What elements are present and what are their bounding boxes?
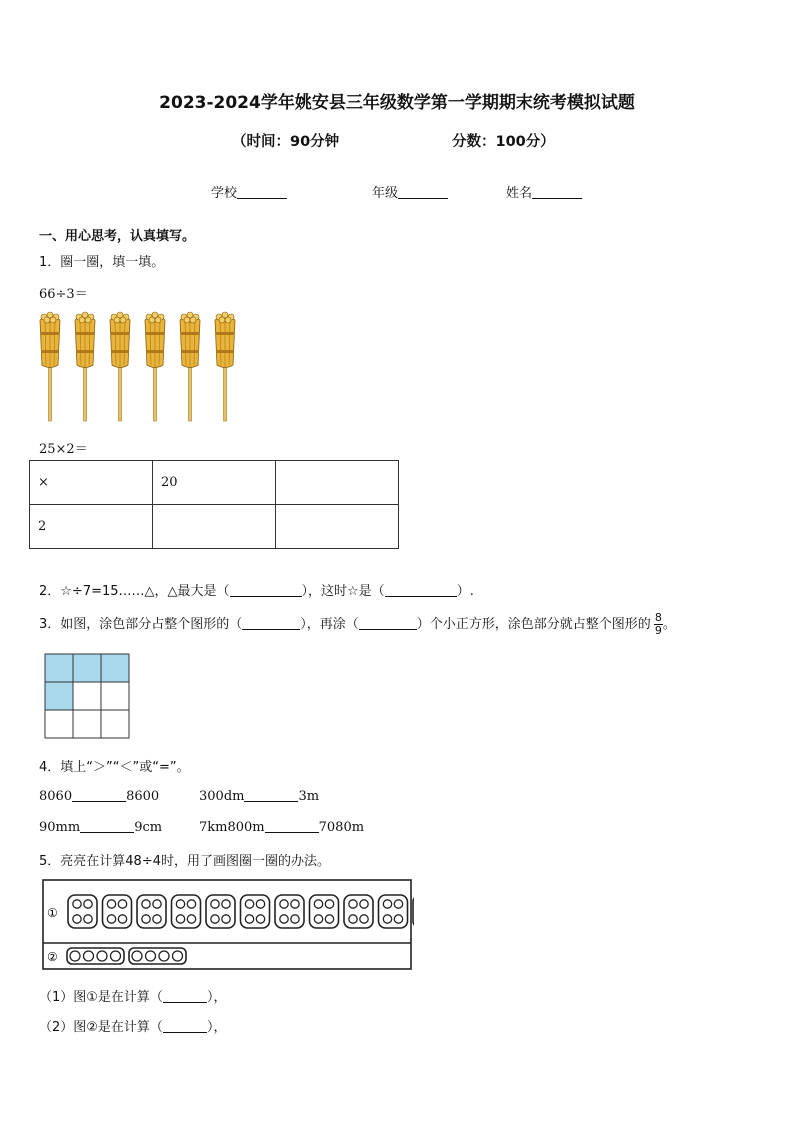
q2-blank-1[interactable] [230, 583, 302, 597]
stick-bundles-image [36, 308, 256, 426]
q3-text [39, 612, 676, 637]
q4-text: 4．填上“＞”“＜”或“=”。 [39, 760, 190, 775]
school-blank[interactable] [237, 185, 287, 199]
bundle-3 [110, 312, 130, 421]
q4-item-2: 300dm 3m [199, 789, 320, 804]
q5-sub-2: （2）图②是在计算（ ）， [39, 1020, 227, 1035]
grid-cell [73, 682, 101, 710]
q1-expression-2: 25×2＝ [39, 442, 88, 457]
q3-part-1: 3．如图，涂色部分占整个图形的（ [39, 617, 243, 632]
q3-part-3: ）个小正方形，涂色部分就占整个图形的 [416, 617, 651, 632]
score-info: 分数：100分） [452, 134, 555, 150]
grid-cell [73, 710, 101, 738]
q1-text: 1．圈一圈，填一填。 [39, 255, 165, 270]
shaded-square-grid [44, 653, 132, 741]
q5-text: 5．亮亮在计算48÷4时，用了画图圈一圈的办法。 [39, 854, 330, 869]
grid-cell [101, 682, 129, 710]
grid-cell [45, 710, 73, 738]
name-blank[interactable] [532, 185, 582, 199]
grid-cell [101, 710, 129, 738]
page-title: 2023-2024学年姚安县三年级数学第一学期期末统考模拟试题 [159, 93, 635, 113]
q4-item-1: 8060 8600 [39, 789, 160, 804]
bundle-4 [145, 312, 165, 421]
group-loop [413, 895, 414, 928]
bundle-1 [40, 312, 60, 421]
name-field [506, 182, 582, 201]
q3-part-4: 。 [662, 617, 676, 632]
grid-cell-shaded [101, 654, 129, 682]
q3-part-2: ），再涂（ [300, 617, 359, 632]
q4-item-4: 7km800m 7080m [199, 820, 365, 835]
section-heading: 一、用心思考，认真填写。 [39, 229, 196, 244]
table-cell: 20 [153, 461, 276, 505]
q5-blank-1[interactable] [163, 989, 207, 1003]
q2-part-1: 2．☆÷7=15……△，△最大是（ [39, 584, 230, 599]
grade-blank[interactable] [398, 185, 448, 199]
q5-sub-1: （1）图①是在计算（ ）， [39, 990, 227, 1005]
q5-blank-2[interactable] [163, 1019, 207, 1033]
table-cell[interactable] [153, 505, 276, 549]
name-label: 姓名 [506, 186, 533, 201]
bundle-2 [75, 312, 95, 421]
school-field [211, 182, 287, 201]
multiplication-table [29, 460, 399, 549]
q3-blank-1[interactable] [242, 616, 300, 630]
q3-blank-2[interactable] [359, 616, 417, 630]
circling-diagram [42, 879, 414, 972]
diagram-label-1: ① [47, 906, 58, 920]
grid-cell-shaded [45, 682, 73, 710]
compare-blank[interactable] [244, 788, 298, 802]
table-cell[interactable] [276, 505, 399, 549]
grid-cell-shaded [45, 654, 73, 682]
bundle-6 [215, 312, 235, 421]
grade-label: 年级 [372, 186, 399, 201]
compare-blank[interactable] [72, 788, 126, 802]
q2-part-2: ），这时☆是（ [301, 584, 385, 599]
school-label: 学校 [211, 186, 238, 201]
table-row [30, 505, 399, 549]
compare-blank[interactable] [265, 819, 319, 833]
grade-field [372, 182, 448, 201]
table-cell: × [30, 461, 153, 505]
q2-blank-2[interactable] [385, 583, 457, 597]
compare-blank[interactable] [80, 819, 134, 833]
fraction-denominator: 9 [654, 624, 662, 637]
table-cell: 2 [30, 505, 153, 549]
fraction-numerator: 8 [654, 611, 662, 624]
table-cell[interactable] [276, 461, 399, 505]
q1-expression-1: 66÷3＝ [39, 287, 88, 302]
grid-cell-shaded [73, 654, 101, 682]
q2-part-3: ）. [456, 584, 474, 599]
time-info: （时间：90分钟 [232, 134, 340, 150]
bundle-5 [180, 312, 200, 421]
diagram-label-2: ② [47, 950, 58, 964]
fraction-8-9 [654, 612, 663, 637]
q2-text [39, 580, 474, 599]
q4-item-3: 90mm 9cm [39, 820, 163, 835]
table-row [30, 461, 399, 505]
